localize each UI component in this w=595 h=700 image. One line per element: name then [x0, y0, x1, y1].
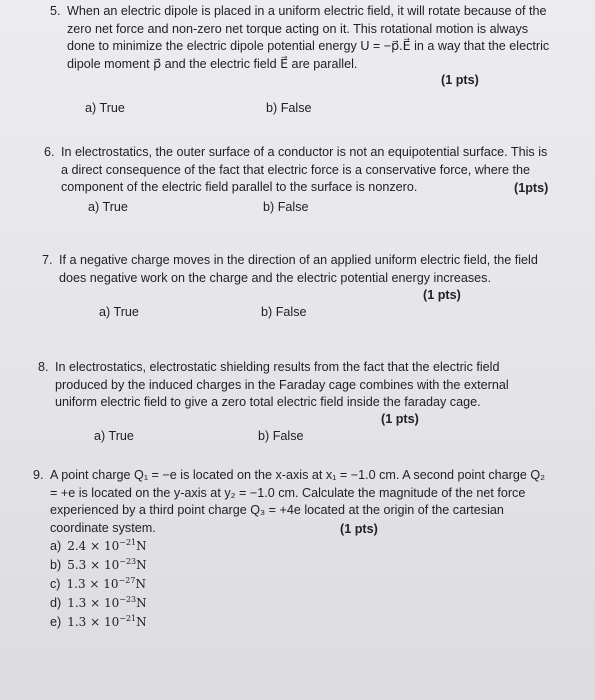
question-6	[44, 144, 554, 197]
option-false[interactable]: b) False	[261, 305, 307, 319]
option-c[interactable]: c) $1.3 \times 10^{-27}N$	[50, 576, 146, 591]
question-number: 6.	[44, 145, 55, 159]
question-text: In electrostatics, the outer surface of a conductor is not an equipotential surface. This is a direct consequence of the fact that electric force is a conservative force, where the component of the electric field parallel to the surface is nonzero.	[61, 145, 548, 194]
question-number: 9.	[33, 468, 44, 482]
option-true[interactable]: a) True	[94, 429, 134, 443]
question-text: If a negative charge moves in the direction of an applied uniform electric field, the field does negative work on the charge and the electric potential energy increases.	[59, 253, 538, 285]
question-number: 8.	[38, 360, 49, 374]
question-points: (1 pts)	[381, 412, 419, 426]
option-a[interactable]: a) $2.4 \times 10^{-21}N$	[50, 538, 147, 553]
question-points: (1 pts)	[441, 73, 479, 87]
question-8	[38, 359, 552, 412]
option-false[interactable]: b) False	[263, 200, 309, 214]
question-number: 7.	[42, 253, 53, 267]
option-false[interactable]: b) False	[258, 429, 304, 443]
question-5	[50, 3, 555, 73]
question-text: A point charge Q₁ = −e is located on the x-axis at x₁ = −1.0 cm. A second point charge Q₂ = +e is located on the y-axis at y₂ = −1.0 cm. Calculate the magnitude of the net force experienced by a third point charge Q₃ = +4e located at the origin of the cartesian coordinate system.	[50, 468, 546, 535]
option-true[interactable]: a) True	[88, 200, 128, 214]
option-true[interactable]: a) True	[85, 101, 125, 115]
question-9	[33, 467, 553, 537]
question-text: In electrostatics, electrostatic shielding results from the fact that the electric field produced by the induced charges in the Faraday cage combines with the external uniform electric field to give a zero total electric field inside the faraday cage.	[55, 360, 509, 409]
option-b[interactable]: b) $5.3 \times 10^{-23}N$	[50, 557, 147, 572]
question-points: (1 pts)	[423, 288, 461, 302]
option-true[interactable]: a) True	[99, 305, 139, 319]
option-e[interactable]: e) $1.3 \times 10^{-21}N$	[50, 614, 147, 629]
option-false[interactable]: b) False	[266, 101, 312, 115]
question-number: 5.	[50, 4, 61, 18]
question-text: When an electric dipole is placed in a uniform electric field, it will rotate because of the zero net force and non-zero net torque acting on it. This rotational motion is always done to minimize the electric dipole potential energy U = −p⃗.E⃗ in a way that the electric dipole moment p⃗ and the electric field E⃗ are parallel.	[67, 4, 550, 71]
question-points: (1pts)	[514, 181, 549, 195]
question-points: (1 pts)	[340, 522, 378, 536]
question-7	[42, 252, 552, 287]
option-d[interactable]: d) $1.3 \times 10^{-23}N$	[50, 595, 147, 610]
